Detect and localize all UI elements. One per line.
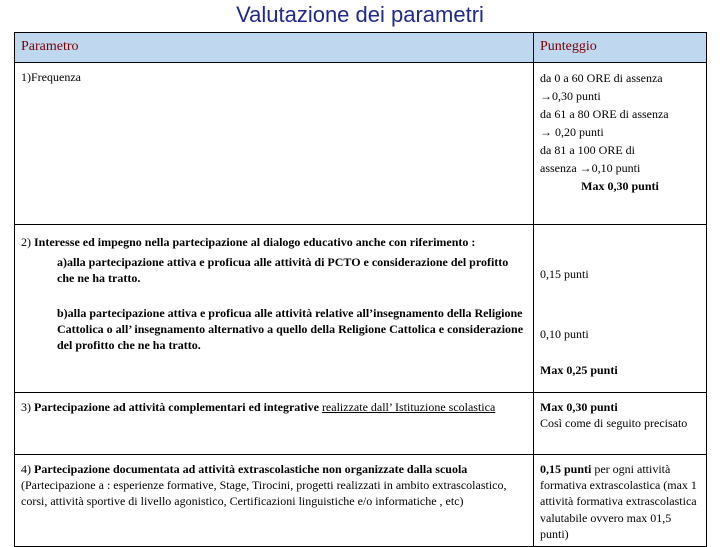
interesse-intro	[21, 234, 527, 250]
table-row-complementari	[15, 393, 707, 455]
interesse-intro-text: Interesse ed impegno nella partecipazione al dialogo educativo anche con riferimento :	[34, 235, 476, 249]
complementari-score	[534, 393, 707, 455]
complementari-max: Max 0,30 punti	[540, 400, 618, 414]
interesse-cell	[15, 225, 534, 393]
header-punteggio: Punteggio	[534, 33, 707, 63]
interesse-item-b: b)alla partecipazione attiva e proficua alle attività relative all’insegnamento della Religione Cattolica o all’ insegnamento alternativo a quello della Religione Cattolica e considerazione del profitto che ne ha tratto.	[57, 305, 524, 352]
interesse-score	[534, 225, 707, 393]
table-row-frequenza	[15, 63, 707, 225]
table-header-row	[15, 33, 707, 63]
interesse-b-score: 0,10 punti	[540, 327, 589, 342]
complementari-note: Così come di seguito precisato	[540, 416, 688, 431]
complementari-cell	[15, 393, 534, 455]
frequenza-line-3: da 61 a 80 ORE di assenza	[540, 107, 669, 121]
page-title: Valutazione dei parametri	[236, 2, 484, 27]
table-row-extrascolastiche	[15, 455, 707, 547]
interesse-a-score: 0,15 punti	[540, 267, 589, 281]
extrascolastiche-bold: Partecipazione documentata ad attività extrascolastiche non organizzate dalla scuola	[34, 462, 468, 476]
extrascolastiche-cell	[15, 455, 534, 547]
interesse-max: Max 0,25 punti	[540, 363, 618, 378]
extrascolastiche-rest: (Partecipazione a : esperienze formative, Stage, Tirocini, progetti realizzati in ambito extrascolastico, corsi, attività sportive di livello agonistico, Certificazioni linguistiche e/o informatiche , etc)	[21, 478, 507, 509]
frequenza-line-6: assenza →0,10 punti	[540, 161, 641, 175]
frequenza-line-5: da 81 a 100 ORE di	[540, 143, 635, 157]
frequenza-line-2: →0,30 punti	[540, 89, 601, 103]
complementari-bold: Partecipazione ad attività complementari ed integrative	[34, 400, 319, 414]
extrascolastiche-score-rest: per ogni attività formativa extrascolastica (max 1 attività formativa extrascolastica valutabile ovvero max 01,5 punti)	[540, 462, 697, 541]
header-parametro: Parametro	[15, 33, 534, 63]
frequenza-label: 1)Frequenza	[15, 63, 534, 225]
complementari-underline: realizzate dall’ Istituzione scolastica	[321, 400, 496, 414]
complementari-number: 3)	[21, 400, 34, 414]
frequenza-score	[534, 63, 707, 225]
evaluation-table	[14, 32, 707, 547]
frequenza-line-4: → 0,20 punti	[540, 125, 604, 139]
extrascolastiche-score	[534, 455, 707, 547]
interesse-number: 2)	[21, 235, 34, 249]
interesse-item-a: a)alla partecipazione attiva e proficua alle attività di PCTO e considerazione del profitto che ne ha tratto.	[57, 255, 509, 286]
frequenza-line-1: da 0 a 60 ORE di assenza	[540, 71, 663, 85]
extrascolastiche-score-bold: 0,15 punti	[540, 462, 592, 476]
frequenza-max: Max 0,30 punti	[581, 179, 659, 193]
extrascolastiche-number: 4)	[21, 462, 34, 476]
table-row-interesse	[15, 225, 707, 393]
